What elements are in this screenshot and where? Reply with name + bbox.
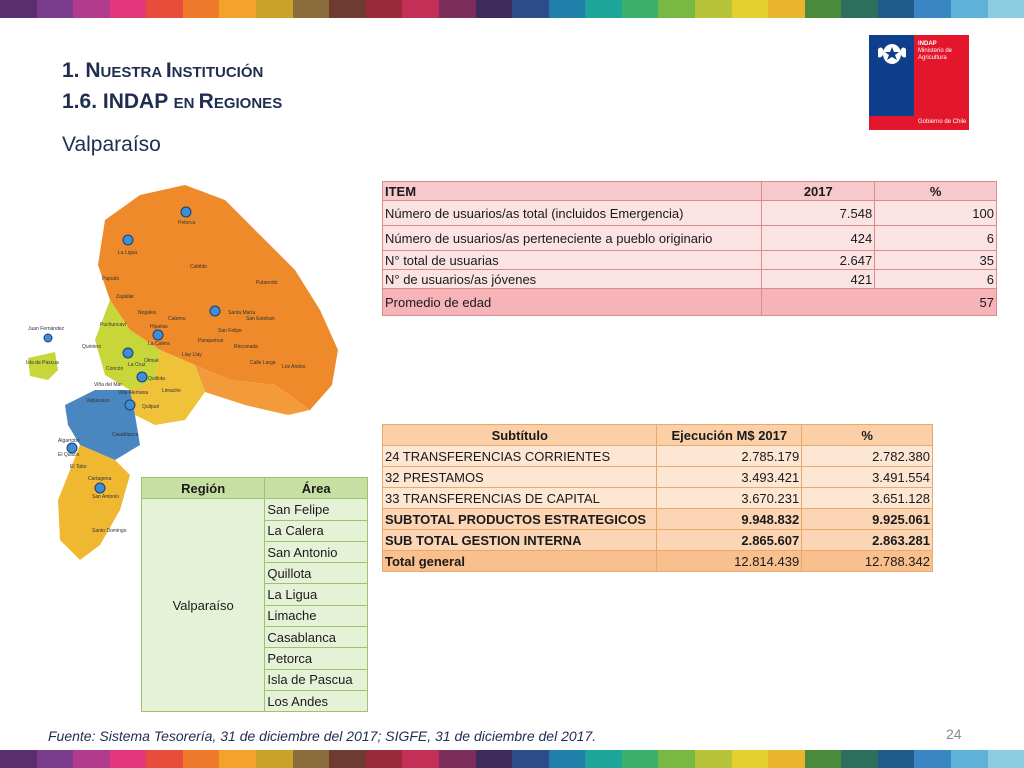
stripe-segment <box>366 0 403 18</box>
stripe-segment <box>476 0 513 18</box>
stripe-segment <box>219 0 256 18</box>
stripe-segment <box>585 750 622 768</box>
chile-coat-of-arms-icon <box>875 39 909 69</box>
map-label: Valparaíso <box>86 398 110 404</box>
stripe-segment <box>988 0 1024 18</box>
title-line-1: 1. NUESTRA INSTITUCIÓN <box>62 59 264 82</box>
stripe-segment <box>549 0 586 18</box>
stripe-segment <box>37 0 74 18</box>
table-row <box>383 488 933 509</box>
budget-percent: 9.925.061 <box>802 509 933 530</box>
map-zone-islands <box>28 352 58 380</box>
title-line-2: 1.6. INDAP EN REGIONES <box>62 90 283 113</box>
stripe-segment <box>293 750 330 768</box>
map-label: Santo Domingo <box>92 528 127 534</box>
map-label: San Esteban <box>246 316 275 322</box>
stripe-segment <box>439 0 476 18</box>
map-label: La Ligua <box>118 250 138 256</box>
map-label: Algarrobo <box>58 438 80 444</box>
stripe-segment <box>549 750 586 768</box>
stripe-segment <box>658 750 695 768</box>
map-label: Panquehue <box>198 338 224 344</box>
budget-label: SUBTOTAL PRODUCTOS ESTRATEGICOS <box>383 509 657 530</box>
items-header-percent: % <box>875 182 997 201</box>
area-cell: Limache <box>265 605 368 626</box>
map-label: Nogales <box>138 310 157 316</box>
item-label: Número de usuarios/as perteneciente a pueblo originario <box>383 226 762 251</box>
stripe-segment <box>256 750 293 768</box>
budget-percent: 3.651.128 <box>802 488 933 509</box>
table-row <box>383 289 997 316</box>
stripe-segment <box>183 0 220 18</box>
item-percent: 6 <box>875 270 997 289</box>
stripe-segment <box>695 0 732 18</box>
map-label: Catemu <box>168 316 186 322</box>
items-table-header <box>383 182 997 201</box>
stripe-segment <box>841 750 878 768</box>
stripe-segment <box>951 750 988 768</box>
area-cell: Los Andes <box>265 690 368 711</box>
table-row <box>383 551 933 572</box>
logo-ministry-2: Agricultura <box>918 55 947 61</box>
item-label: Promedio de edad <box>383 289 762 316</box>
budget-value: 3.493.421 <box>657 467 802 488</box>
logo-name: INDAP <box>918 41 937 47</box>
budget-header-subtitle: Subtítulo <box>383 425 657 446</box>
stripe-segment <box>476 750 513 768</box>
item-value: 2.647 <box>762 251 875 270</box>
items-header-item: ITEM <box>383 182 762 201</box>
stripe-segment <box>0 750 37 768</box>
map-label: Concón <box>106 366 124 372</box>
table-row <box>383 201 997 226</box>
budget-label: Total general <box>383 551 657 572</box>
map-label: Rinconada <box>234 344 258 350</box>
item-label: Número de usuarios/as total (incluidos Emergencia) <box>383 201 762 226</box>
stripe-segment <box>658 0 695 18</box>
budget-percent: 3.491.554 <box>802 467 933 488</box>
budget-value: 12.814.439 <box>657 551 802 572</box>
budget-table <box>382 424 933 572</box>
item-label: N° total de usuarias <box>383 251 762 270</box>
stripe-segment <box>768 750 805 768</box>
stripe-segment <box>37 750 74 768</box>
page-title <box>62 56 282 118</box>
logo-red-bar <box>869 116 914 130</box>
stripe-segment <box>988 750 1024 768</box>
stripe-segment <box>951 0 988 18</box>
budget-label: 24 TRANSFERENCIAS CORRIENTES <box>383 446 657 467</box>
map-label: Llay Llay <box>182 352 202 358</box>
top-color-stripe <box>0 0 1024 18</box>
item-value: 7.548 <box>762 201 875 226</box>
stripe-segment <box>732 0 769 18</box>
area-cell: San Felipe <box>265 499 368 520</box>
budget-label: 33 TRANSFERENCIAS DE CAPITAL <box>383 488 657 509</box>
map-zone-san-antonio <box>58 445 130 560</box>
stripe-segment <box>73 750 110 768</box>
table-row <box>142 499 368 520</box>
areas-header-area: Área <box>265 478 368 499</box>
stripe-segment <box>512 0 549 18</box>
map-label: Isla de Pascua <box>26 360 59 366</box>
map-label: San Felipe <box>218 328 242 334</box>
map-label: Hijuelas <box>150 324 168 330</box>
stripe-segment <box>622 750 659 768</box>
map-label: Zapallar <box>116 294 135 300</box>
item-value: 57 <box>762 289 997 316</box>
stripe-segment <box>329 750 366 768</box>
map-label: La Cruz <box>128 362 146 368</box>
stripe-segment <box>146 0 183 18</box>
stripe-segment <box>329 0 366 18</box>
item-label: N° de usuarios/as jóvenes <box>383 270 762 289</box>
map-label: Juan Fernández <box>28 326 65 332</box>
map-label: Calle Larga <box>250 360 276 366</box>
stripe-segment <box>805 750 842 768</box>
bottom-color-stripe <box>0 750 1024 768</box>
indap-logo <box>869 35 969 130</box>
item-value: 421 <box>762 270 875 289</box>
stripe-segment <box>110 0 147 18</box>
area-cell: San Antonio <box>265 541 368 562</box>
stripe-segment <box>402 750 439 768</box>
stripe-segment <box>256 0 293 18</box>
region-cell: Valparaíso <box>142 499 265 712</box>
stripe-segment <box>805 0 842 18</box>
table-row <box>383 270 997 289</box>
stripe-segment <box>512 750 549 768</box>
stripe-segment <box>768 0 805 18</box>
stripe-segment <box>293 0 330 18</box>
stripe-segment <box>695 750 732 768</box>
stripe-segment <box>146 750 183 768</box>
map-label: Quintero <box>82 344 102 350</box>
map-label: Cartagena <box>88 476 112 482</box>
stripe-segment <box>914 0 951 18</box>
area-cell: La Ligua <box>265 584 368 605</box>
map-label: Limache <box>162 388 181 394</box>
area-cell: La Calera <box>265 520 368 541</box>
budget-value: 2.865.607 <box>657 530 802 551</box>
stripe-segment <box>366 750 403 768</box>
table-row <box>383 467 933 488</box>
map-label: Puchuncaví <box>100 322 127 328</box>
area-cell: Isla de Pascua <box>265 669 368 690</box>
map-label: Quilpué <box>142 404 160 410</box>
map-label: El Tabo <box>70 464 87 470</box>
source-note: Fuente: Sistema Tesorería, 31 de diciembre del 2017; SIGFE, 31 de diciembre del 2017. <box>48 728 597 744</box>
page-number: 24 <box>946 726 962 742</box>
item-value: 424 <box>762 226 875 251</box>
budget-percent: 2.863.281 <box>802 530 933 551</box>
stripe-segment <box>110 750 147 768</box>
stripe-segment <box>585 0 622 18</box>
table-row <box>383 530 933 551</box>
map-label: Santa María <box>228 310 256 316</box>
table-row <box>383 509 933 530</box>
table-row <box>383 251 997 270</box>
budget-value: 3.670.231 <box>657 488 802 509</box>
map-label: Putaendo <box>256 280 278 286</box>
budget-value: 9.948.832 <box>657 509 802 530</box>
table-row <box>383 446 933 467</box>
item-percent: 6 <box>875 226 997 251</box>
stripe-segment <box>183 750 220 768</box>
logo-ministry: Ministerio de <box>918 48 953 54</box>
stripe-segment <box>0 0 37 18</box>
map-label: Olmué <box>144 358 159 364</box>
table-row <box>383 226 997 251</box>
map-label: El Quisco <box>58 452 80 458</box>
area-cell: Casablanca <box>265 627 368 648</box>
stripe-segment <box>439 750 476 768</box>
map-label: La Calera <box>148 341 170 347</box>
map-label: Villa Alemana <box>118 390 149 396</box>
stripe-segment <box>622 0 659 18</box>
stripe-segment <box>878 750 915 768</box>
budget-percent: 12.788.342 <box>802 551 933 572</box>
budget-table-header <box>383 425 933 446</box>
map-label: Papudo <box>102 276 120 282</box>
item-percent: 35 <box>875 251 997 270</box>
map-label: Cabildo <box>190 264 207 270</box>
stripe-segment <box>841 0 878 18</box>
area-cell: Petorca <box>265 648 368 669</box>
budget-label: 32 PRESTAMOS <box>383 467 657 488</box>
logo-gobierno: Gobierno de Chile <box>918 119 967 125</box>
stripe-segment <box>732 750 769 768</box>
stripe-segment <box>914 750 951 768</box>
map-label: Los Andes <box>282 364 306 370</box>
areas-header-region: Región <box>142 478 265 499</box>
stripe-segment <box>219 750 256 768</box>
stripe-segment <box>402 0 439 18</box>
budget-value: 2.785.179 <box>657 446 802 467</box>
area-cell: Quillota <box>265 563 368 584</box>
map-label: Viña del Mar <box>94 382 122 388</box>
region-subtitle: Valparaíso <box>62 133 161 156</box>
map-label: Casablanca <box>112 432 139 438</box>
items-table <box>382 181 997 316</box>
stripe-segment <box>73 0 110 18</box>
budget-header-execution: Ejecución M$ 2017 <box>657 425 802 446</box>
item-percent: 100 <box>875 201 997 226</box>
map-label: Petorca <box>178 220 196 226</box>
map-label: San Antonio <box>92 494 119 500</box>
areas-table-header <box>142 478 368 499</box>
map-label: Quillota <box>148 376 165 382</box>
budget-label: SUB TOTAL GESTION INTERNA <box>383 530 657 551</box>
budget-header-percent: % <box>802 425 933 446</box>
budget-percent: 2.782.380 <box>802 446 933 467</box>
stripe-segment <box>878 0 915 18</box>
areas-table <box>141 477 368 712</box>
items-header-year: 2017 <box>762 182 875 201</box>
